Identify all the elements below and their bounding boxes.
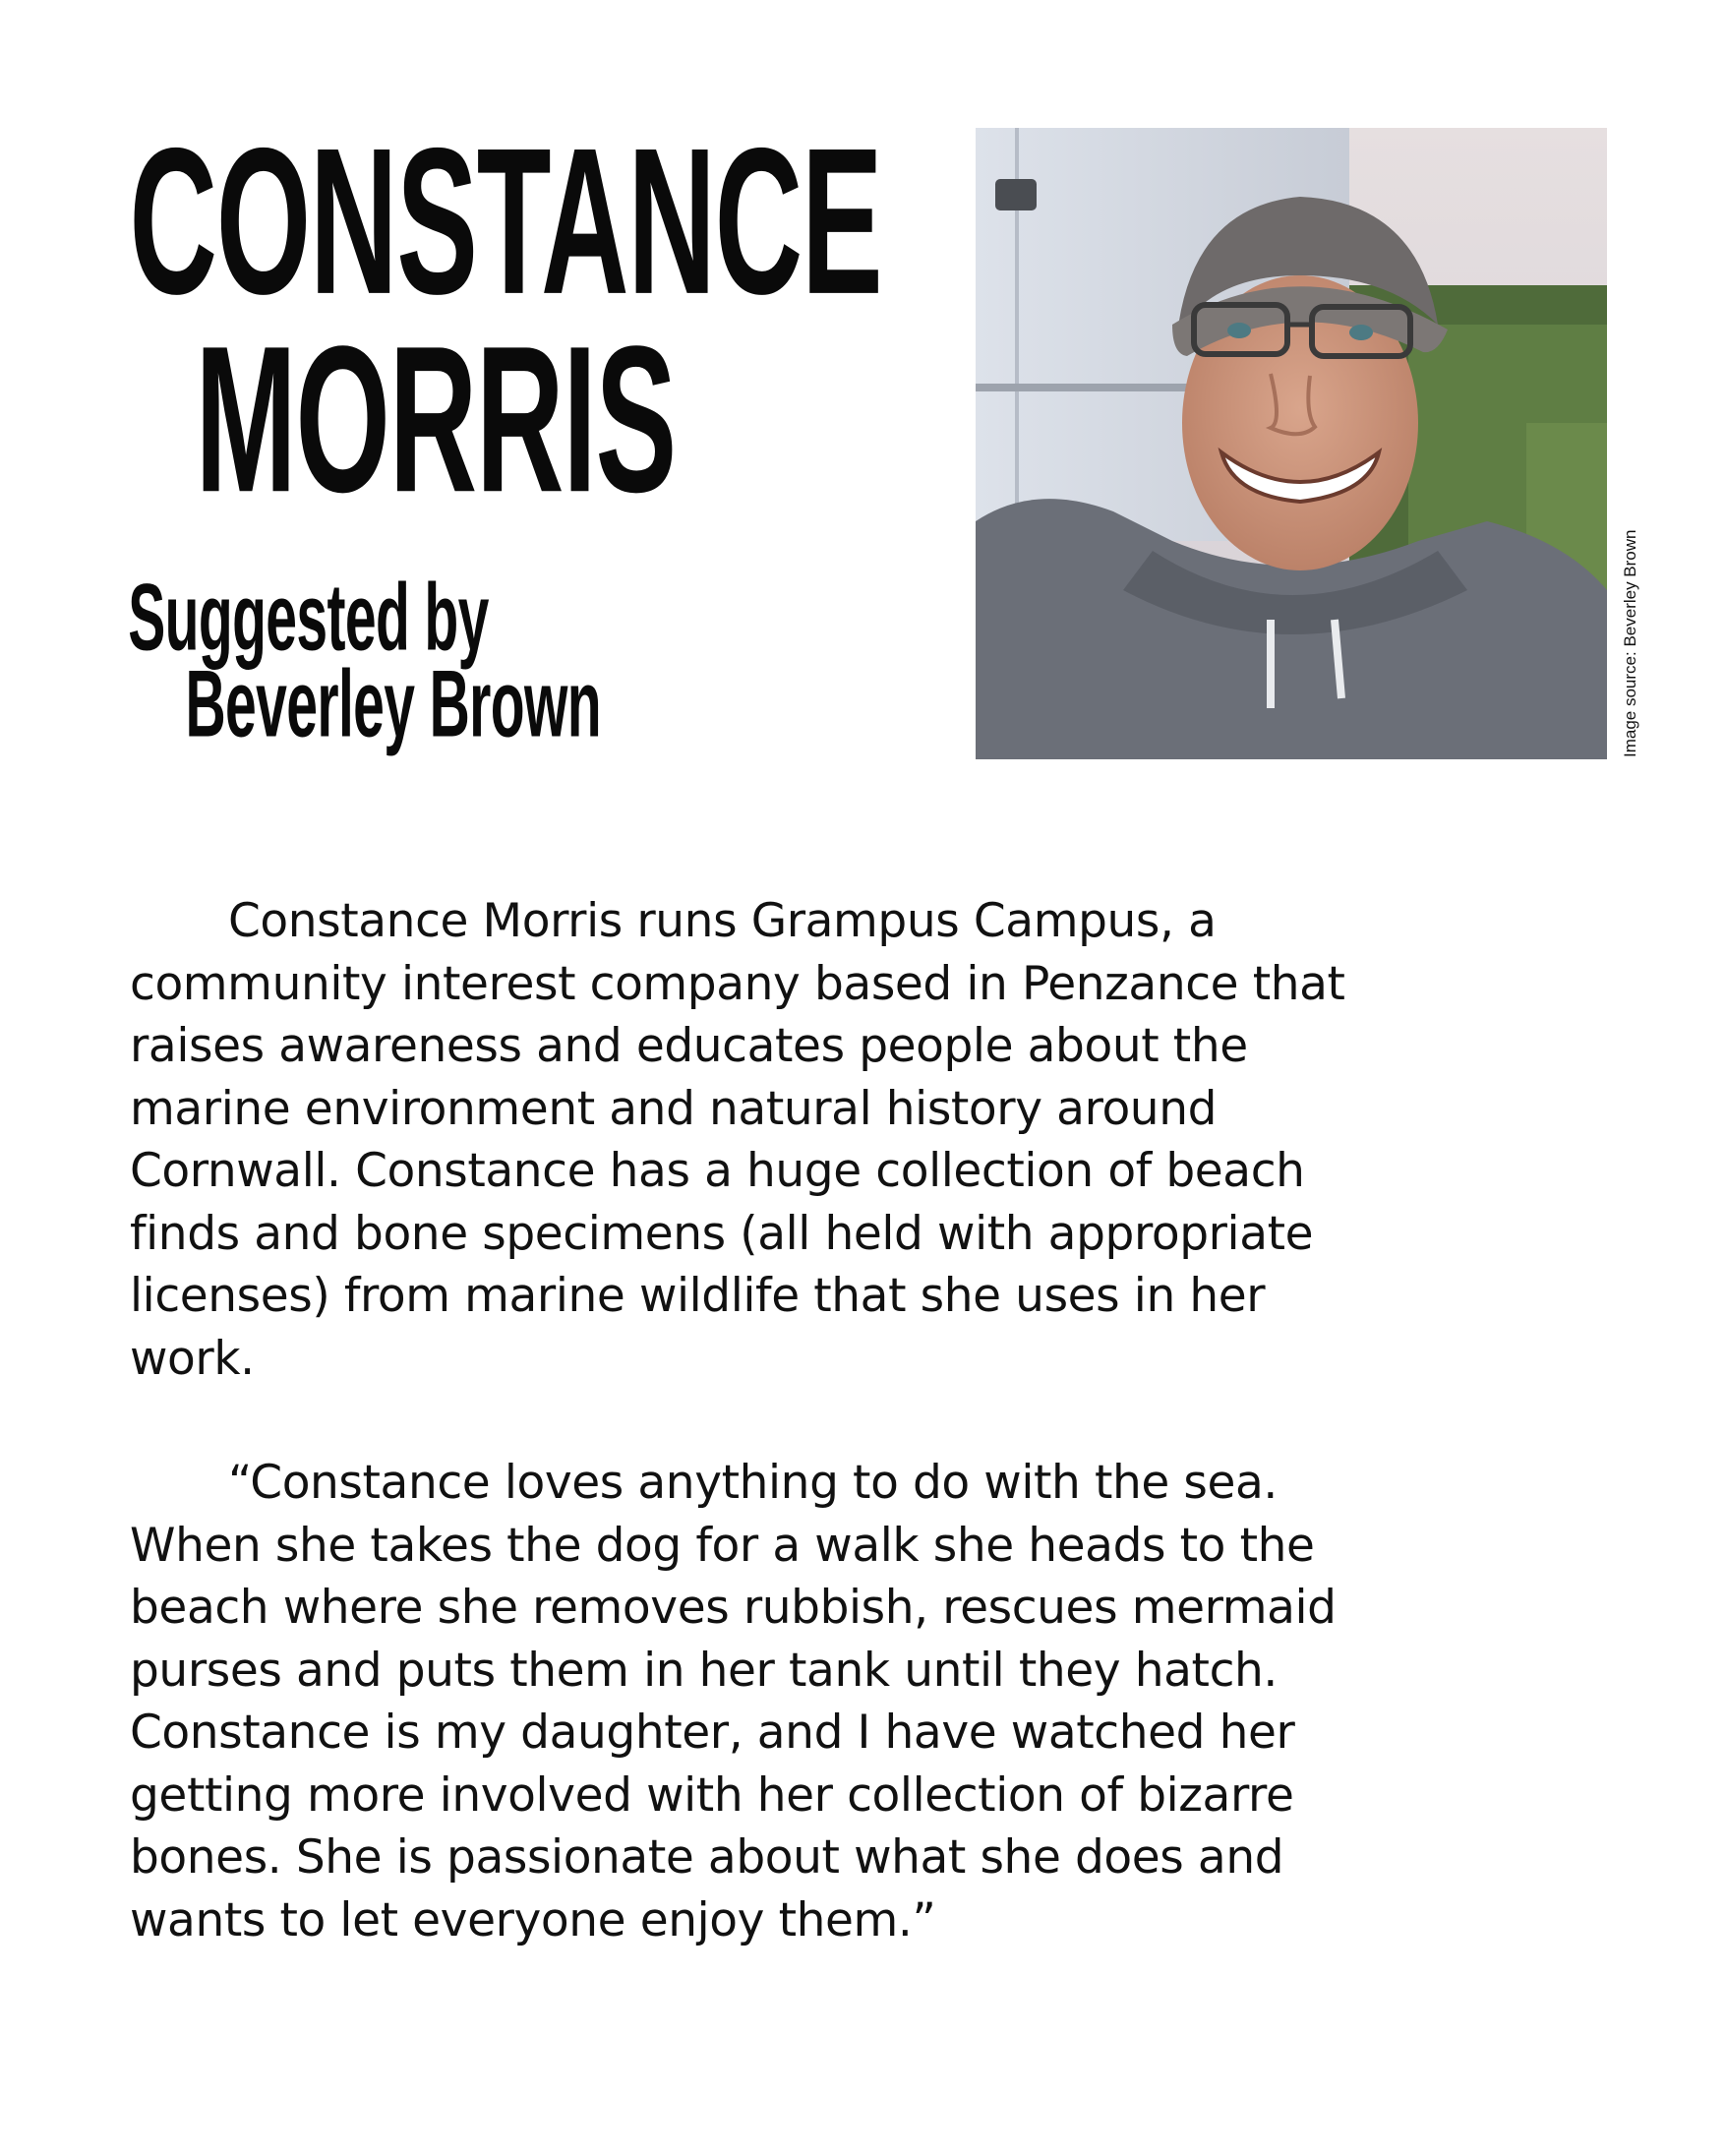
portrait-photo	[976, 128, 1607, 759]
portrait-illustration	[976, 128, 1607, 759]
paragraph-intro: Constance Morris runs Grampus Campus, a community interest company based in Penzance that raises awareness and educates people about the marine environment and natural history around Cornwall. Constance has a huge collection of beach finds and bone specimens (all held with appropriate licenses) from marine wildlife that she uses in her work.	[130, 894, 1345, 1386]
article-body	[130, 890, 1398, 1951]
name-first: CONSTANCE	[129, 105, 882, 338]
suggested-by	[0, 0, 601, 757]
name-last: MORRIS	[195, 303, 676, 536]
paragraph-quote: “Constance loves anything to do with the sea. When she takes the dog for a walk she heads to the beach where she removes rubbish, rescues mermaid purses and puts them in her tank until they hatch. Constance is my daughter, and I have watched her getting more involved with her collection of bizarre bones. She is passionate about what she does and wants to let everyone enjoy them.”	[130, 1456, 1337, 1947]
suggested-by-label: Suggested by	[128, 565, 489, 671]
suggested-by-name: Beverley Brown	[185, 651, 601, 757]
photo-caption: Image source: Beverley Brown	[1621, 529, 1639, 757]
